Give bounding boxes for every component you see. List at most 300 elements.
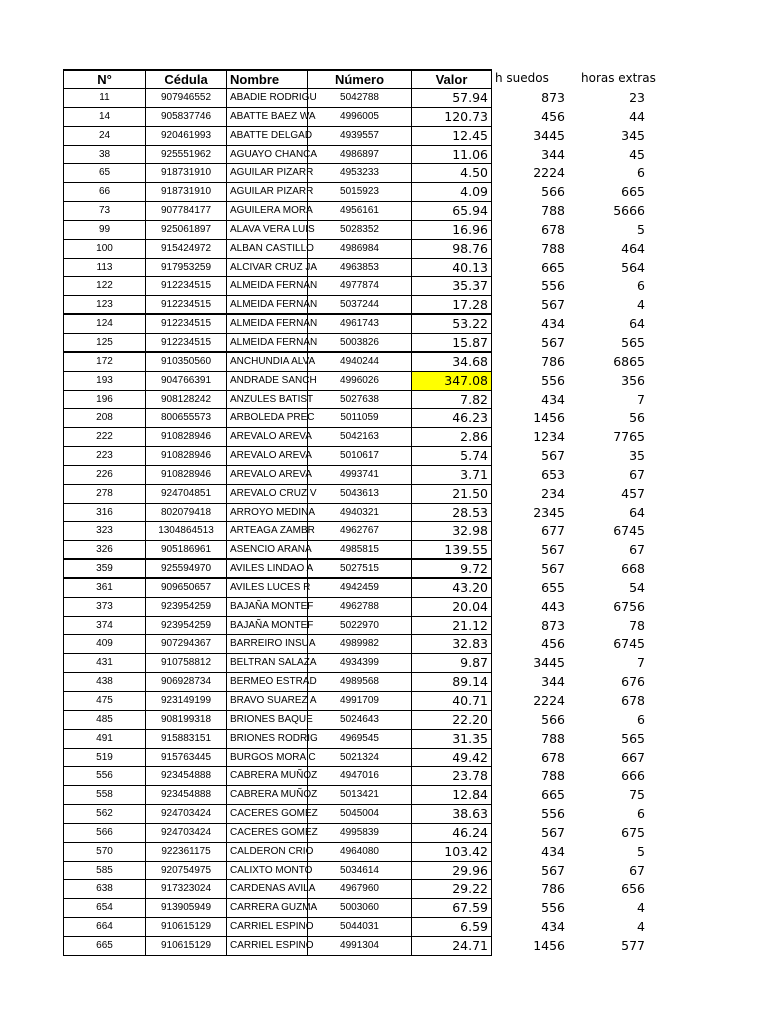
cell-n[interactable]: 373: [63, 598, 145, 617]
cell-nombre[interactable]: ANCHUNDIA ALVA: [226, 353, 307, 372]
cell-horas-extras[interactable]: 6756: [613, 598, 645, 614]
cell-cedula[interactable]: 923954259: [145, 617, 226, 636]
cell-nombre[interactable]: CABRERA MUÑOZ: [226, 786, 307, 805]
cell-cedula[interactable]: 910350560: [145, 353, 226, 372]
cell-cedula[interactable]: 922361175: [145, 843, 226, 862]
cell-cedula[interactable]: 915424972: [145, 240, 226, 259]
cell-n[interactable]: 558: [63, 786, 145, 805]
cell-horas-extras[interactable]: 667: [621, 749, 645, 765]
cell-numero[interactable]: 4989982: [307, 635, 411, 654]
cell-h-sueldos[interactable]: 443: [541, 598, 565, 614]
cell-numero[interactable]: 4969545: [307, 730, 411, 749]
cell-valor[interactable]: 57.94: [411, 89, 492, 108]
cell-valor[interactable]: 16.96: [411, 221, 492, 240]
cell-numero[interactable]: 4939557: [307, 127, 411, 146]
cell-h-sueldos[interactable]: 556: [541, 372, 565, 388]
cell-cedula[interactable]: 915763445: [145, 749, 226, 768]
cell-cedula[interactable]: 905186961: [145, 541, 226, 560]
cell-horas-extras[interactable]: 5666: [613, 203, 645, 219]
cell-h-sueldos[interactable]: 344: [541, 674, 565, 690]
cell-h-sueldos[interactable]: 556: [541, 806, 565, 822]
cell-h-sueldos[interactable]: 456: [541, 636, 565, 652]
cell-n[interactable]: 431: [63, 654, 145, 673]
cell-horas-extras[interactable]: 6: [637, 165, 645, 181]
header-valor[interactable]: Valor: [411, 69, 492, 89]
cell-nombre[interactable]: ALMEIDA FERNAN: [226, 334, 307, 353]
cell-valor[interactable]: 103.42: [411, 843, 492, 862]
cell-h-sueldos[interactable]: 788: [541, 768, 565, 784]
cell-valor[interactable]: 67.59: [411, 899, 492, 918]
cell-h-sueldos[interactable]: 567: [541, 448, 565, 464]
cell-h-sueldos[interactable]: 788: [541, 203, 565, 219]
cell-horas-extras[interactable]: 665: [621, 184, 645, 200]
cell-h-sueldos[interactable]: 665: [541, 259, 565, 275]
cell-h-sueldos[interactable]: 2224: [533, 693, 565, 708]
header-h-sueldos[interactable]: h suedos: [495, 71, 549, 85]
cell-cedula[interactable]: 923454888: [145, 767, 226, 786]
header-n[interactable]: N°: [63, 69, 145, 89]
cell-n[interactable]: 438: [63, 673, 145, 692]
cell-numero[interactable]: 4967960: [307, 880, 411, 899]
cell-nombre[interactable]: CALIXTO MONTO: [226, 862, 307, 881]
cell-numero[interactable]: 5027638: [307, 391, 411, 410]
cell-nombre[interactable]: BERMEO ESTRAD: [226, 673, 307, 692]
cell-nombre[interactable]: ABADIE RODRIGU: [226, 89, 307, 108]
cell-cedula[interactable]: 917953259: [145, 259, 226, 278]
cell-nombre[interactable]: CARDENAS AVILA: [226, 880, 307, 899]
cell-horas-extras[interactable]: 565: [621, 334, 645, 350]
cell-nombre[interactable]: ALBAN CASTILLO: [226, 240, 307, 259]
cell-cedula[interactable]: 923954259: [145, 598, 226, 617]
cell-cedula[interactable]: 918731910: [145, 164, 226, 183]
cell-h-sueldos[interactable]: 567: [541, 561, 565, 577]
cell-nombre[interactable]: BAJAÑA MONTEF: [226, 617, 307, 636]
cell-nombre[interactable]: AVILES LUCES R: [226, 579, 307, 598]
cell-nombre[interactable]: CACERES GOMEZ: [226, 824, 307, 843]
cell-n[interactable]: 491: [63, 730, 145, 749]
cell-n[interactable]: 11: [63, 89, 145, 108]
cell-n[interactable]: 66: [63, 183, 145, 202]
cell-numero[interactable]: 4947016: [307, 767, 411, 786]
cell-n[interactable]: 14: [63, 108, 145, 127]
cell-h-sueldos[interactable]: 1456: [533, 410, 565, 426]
cell-horas-extras[interactable]: 64: [629, 316, 645, 332]
cell-cedula[interactable]: 925061897: [145, 221, 226, 240]
cell-cedula[interactable]: 925594970: [145, 560, 226, 579]
cell-numero[interactable]: 4942459: [307, 579, 411, 598]
cell-n[interactable]: 123: [63, 296, 145, 315]
cell-h-sueldos[interactable]: 678: [541, 749, 565, 765]
cell-n[interactable]: 409: [63, 635, 145, 654]
cell-cedula[interactable]: 910828946: [145, 466, 226, 485]
cell-nombre[interactable]: BRAVO SUAREZ A: [226, 692, 307, 711]
cell-numero[interactable]: 4934399: [307, 654, 411, 673]
header-nombre[interactable]: Nombre: [226, 69, 307, 89]
cell-n[interactable]: 374: [63, 617, 145, 636]
cell-horas-extras[interactable]: 64: [629, 504, 645, 520]
cell-valor[interactable]: 347.08: [411, 372, 492, 391]
cell-numero[interactable]: 4963853: [307, 259, 411, 278]
cell-horas-extras[interactable]: 56: [629, 410, 645, 426]
cell-numero[interactable]: 4995839: [307, 824, 411, 843]
cell-horas-extras[interactable]: 7765: [613, 429, 645, 445]
cell-nombre[interactable]: ASENCIO ARANA: [226, 541, 307, 560]
cell-h-sueldos[interactable]: 567: [541, 297, 565, 313]
cell-cedula[interactable]: 907784177: [145, 202, 226, 221]
cell-nombre[interactable]: ARTEAGA ZAMBR: [226, 522, 307, 541]
cell-n[interactable]: 326: [63, 541, 145, 560]
cell-h-sueldos[interactable]: 567: [541, 334, 565, 350]
cell-h-sueldos[interactable]: 873: [541, 617, 565, 633]
cell-valor[interactable]: 6.59: [411, 918, 492, 937]
cell-valor[interactable]: 40.71: [411, 692, 492, 711]
cell-cedula[interactable]: 912234515: [145, 277, 226, 296]
cell-numero[interactable]: 5021324: [307, 749, 411, 768]
cell-cedula[interactable]: 910615129: [145, 918, 226, 937]
cell-horas-extras[interactable]: 4: [637, 900, 645, 916]
cell-horas-extras[interactable]: 54: [629, 579, 645, 595]
cell-n[interactable]: 665: [63, 937, 145, 956]
cell-numero[interactable]: 4993741: [307, 466, 411, 485]
cell-valor[interactable]: 9.72: [411, 560, 492, 579]
cell-numero[interactable]: 4996005: [307, 108, 411, 127]
cell-numero[interactable]: 5037244: [307, 296, 411, 315]
cell-numero[interactable]: 4956161: [307, 202, 411, 221]
cell-numero[interactable]: 5010617: [307, 447, 411, 466]
cell-cedula[interactable]: 917323024: [145, 880, 226, 899]
cell-valor[interactable]: 21.50: [411, 485, 492, 504]
cell-horas-extras[interactable]: 75: [629, 787, 645, 803]
cell-cedula[interactable]: 910828946: [145, 447, 226, 466]
cell-nombre[interactable]: CALDERON CRIO: [226, 843, 307, 862]
cell-h-sueldos[interactable]: 1456: [533, 937, 565, 953]
cell-h-sueldos[interactable]: 567: [541, 542, 565, 558]
cell-valor[interactable]: 15.87: [411, 334, 492, 353]
cell-numero[interactable]: 4986984: [307, 240, 411, 259]
cell-n[interactable]: 100: [63, 240, 145, 259]
cell-h-sueldos[interactable]: 567: [541, 824, 565, 840]
cell-n[interactable]: 475: [63, 692, 145, 711]
cell-nombre[interactable]: AREVALO AREVA: [226, 447, 307, 466]
cell-n[interactable]: 361: [63, 579, 145, 598]
cell-nombre[interactable]: BURGOS MORA C: [226, 749, 307, 768]
cell-nombre[interactable]: AGUAYO CHANCA: [226, 146, 307, 165]
cell-h-sueldos[interactable]: 556: [541, 278, 565, 294]
cell-numero[interactable]: 5045004: [307, 805, 411, 824]
cell-n[interactable]: 99: [63, 221, 145, 240]
cell-h-sueldos[interactable]: 655: [541, 579, 565, 595]
cell-cedula[interactable]: 923149199: [145, 692, 226, 711]
cell-valor[interactable]: 4.09: [411, 183, 492, 202]
cell-nombre[interactable]: AGUILAR PIZARR: [226, 183, 307, 202]
header-horas-extras[interactable]: horas extras: [581, 71, 656, 85]
cell-numero[interactable]: 5013421: [307, 786, 411, 805]
cell-nombre[interactable]: ALCIVAR CRUZ JA: [226, 259, 307, 278]
cell-numero[interactable]: 5034614: [307, 862, 411, 881]
cell-nombre[interactable]: ALMEIDA FERNAN: [226, 277, 307, 296]
cell-cedula[interactable]: 907294367: [145, 635, 226, 654]
cell-valor[interactable]: 38.63: [411, 805, 492, 824]
cell-horas-extras[interactable]: 7: [637, 391, 645, 407]
cell-nombre[interactable]: ALMEIDA FERNAN: [226, 315, 307, 334]
cell-nombre[interactable]: BELTRAN SALAZA: [226, 654, 307, 673]
cell-h-sueldos[interactable]: 434: [541, 391, 565, 407]
cell-cedula[interactable]: 915883151: [145, 730, 226, 749]
cell-numero[interactable]: 4986897: [307, 146, 411, 165]
cell-h-sueldos[interactable]: 556: [541, 900, 565, 916]
cell-numero[interactable]: 5003060: [307, 899, 411, 918]
cell-cedula[interactable]: 800655573: [145, 409, 226, 428]
cell-valor[interactable]: 5.74: [411, 447, 492, 466]
cell-horas-extras[interactable]: 67: [629, 542, 645, 558]
cell-numero[interactable]: 5011059: [307, 409, 411, 428]
cell-cedula[interactable]: 924704851: [145, 485, 226, 504]
cell-n[interactable]: 664: [63, 918, 145, 937]
cell-horas-extras[interactable]: 35: [629, 448, 645, 464]
cell-valor[interactable]: 2.86: [411, 428, 492, 447]
cell-valor[interactable]: 21.12: [411, 617, 492, 636]
cell-cedula[interactable]: 910615129: [145, 937, 226, 956]
cell-valor[interactable]: 24.71: [411, 937, 492, 956]
cell-nombre[interactable]: CARRIEL ESPINO: [226, 937, 307, 956]
cell-cedula[interactable]: 912234515: [145, 296, 226, 315]
cell-h-sueldos[interactable]: 434: [541, 316, 565, 332]
cell-nombre[interactable]: AREVALO AREVA: [226, 428, 307, 447]
cell-numero[interactable]: 5022970: [307, 617, 411, 636]
cell-horas-extras[interactable]: 6: [637, 806, 645, 822]
cell-n[interactable]: 519: [63, 749, 145, 768]
cell-horas-extras[interactable]: 577: [621, 937, 645, 953]
cell-numero[interactable]: 5024643: [307, 711, 411, 730]
cell-n[interactable]: 566: [63, 824, 145, 843]
cell-horas-extras[interactable]: 7: [637, 655, 645, 671]
cell-nombre[interactable]: ANDRADE SANCH: [226, 372, 307, 391]
cell-nombre[interactable]: ANZULES BATIST: [226, 391, 307, 410]
cell-horas-extras[interactable]: 666: [621, 768, 645, 784]
cell-horas-extras[interactable]: 6745: [613, 523, 645, 539]
cell-valor[interactable]: 29.96: [411, 862, 492, 881]
cell-n[interactable]: 223: [63, 447, 145, 466]
cell-valor[interactable]: 34.68: [411, 353, 492, 372]
cell-numero[interactable]: 4996026: [307, 372, 411, 391]
cell-horas-extras[interactable]: 4: [637, 297, 645, 313]
cell-nombre[interactable]: ALAVA VERA LUIS: [226, 221, 307, 240]
cell-horas-extras[interactable]: 78: [629, 617, 645, 633]
cell-cedula[interactable]: 908199318: [145, 711, 226, 730]
cell-n[interactable]: 638: [63, 880, 145, 899]
cell-valor[interactable]: 89.14: [411, 673, 492, 692]
cell-nombre[interactable]: CABRERA MUÑOZ: [226, 767, 307, 786]
cell-cedula[interactable]: 1304864513: [145, 522, 226, 541]
cell-valor[interactable]: 35.37: [411, 277, 492, 296]
cell-horas-extras[interactable]: 675: [621, 824, 645, 840]
cell-h-sueldos[interactable]: 456: [541, 108, 565, 124]
cell-horas-extras[interactable]: 23: [629, 90, 645, 105]
cell-valor[interactable]: 22.20: [411, 711, 492, 730]
cell-h-sueldos[interactable]: 566: [541, 184, 565, 200]
cell-valor[interactable]: 7.82: [411, 391, 492, 410]
cell-valor[interactable]: 53.22: [411, 315, 492, 334]
cell-n[interactable]: 585: [63, 862, 145, 881]
cell-cedula[interactable]: 907946552: [145, 89, 226, 108]
cell-nombre[interactable]: AVILES LINDAO A: [226, 560, 307, 579]
cell-cedula[interactable]: 910828946: [145, 428, 226, 447]
cell-valor[interactable]: 23.78: [411, 767, 492, 786]
cell-horas-extras[interactable]: 6: [637, 278, 645, 294]
cell-n[interactable]: 65: [63, 164, 145, 183]
cell-horas-extras[interactable]: 356: [621, 372, 645, 388]
cell-valor[interactable]: 28.53: [411, 504, 492, 523]
cell-n[interactable]: 316: [63, 504, 145, 523]
cell-h-sueldos[interactable]: 786: [541, 881, 565, 897]
cell-horas-extras[interactable]: 5: [637, 843, 645, 859]
cell-cedula[interactable]: 920754975: [145, 862, 226, 881]
cell-n[interactable]: 222: [63, 428, 145, 447]
cell-horas-extras[interactable]: 67: [629, 466, 645, 482]
cell-valor[interactable]: 46.23: [411, 409, 492, 428]
cell-valor[interactable]: 12.45: [411, 127, 492, 146]
cell-horas-extras[interactable]: 67: [629, 862, 645, 878]
cell-h-sueldos[interactable]: 434: [541, 843, 565, 859]
cell-horas-extras[interactable]: 668: [621, 561, 645, 577]
cell-n[interactable]: 226: [63, 466, 145, 485]
cell-h-sueldos[interactable]: 567: [541, 862, 565, 878]
cell-cedula[interactable]: 913905949: [145, 899, 226, 918]
cell-n[interactable]: 122: [63, 277, 145, 296]
cell-h-sueldos[interactable]: 788: [541, 240, 565, 256]
cell-valor[interactable]: 4.50: [411, 164, 492, 183]
cell-nombre[interactable]: CARRERA GUZMA: [226, 899, 307, 918]
cell-valor[interactable]: 40.13: [411, 259, 492, 278]
cell-numero[interactable]: 4962767: [307, 522, 411, 541]
cell-horas-extras[interactable]: 6: [637, 711, 645, 727]
cell-numero[interactable]: 5027515: [307, 560, 411, 579]
cell-valor[interactable]: 9.87: [411, 654, 492, 673]
cell-numero[interactable]: 5042788: [307, 89, 411, 108]
cell-valor[interactable]: 139.55: [411, 541, 492, 560]
cell-nombre[interactable]: ABATTE DELGAD: [226, 127, 307, 146]
cell-valor[interactable]: 32.83: [411, 635, 492, 654]
cell-h-sueldos[interactable]: 678: [541, 221, 565, 237]
cell-numero[interactable]: 4991709: [307, 692, 411, 711]
cell-horas-extras[interactable]: 44: [629, 108, 645, 124]
cell-valor[interactable]: 65.94: [411, 202, 492, 221]
cell-h-sueldos[interactable]: 434: [541, 919, 565, 935]
cell-numero[interactable]: 4989568: [307, 673, 411, 692]
cell-horas-extras[interactable]: 6745: [613, 636, 645, 652]
cell-h-sueldos[interactable]: 653: [541, 466, 565, 482]
cell-n[interactable]: 323: [63, 522, 145, 541]
cell-h-sueldos[interactable]: 2345: [533, 504, 565, 520]
cell-horas-extras[interactable]: 6865: [613, 353, 645, 369]
cell-numero[interactable]: 5015923: [307, 183, 411, 202]
cell-cedula[interactable]: 925551962: [145, 146, 226, 165]
cell-cedula[interactable]: 920461993: [145, 127, 226, 146]
cell-cedula[interactable]: 910758812: [145, 654, 226, 673]
cell-n[interactable]: 278: [63, 485, 145, 504]
cell-n[interactable]: 654: [63, 899, 145, 918]
cell-n[interactable]: 193: [63, 372, 145, 391]
cell-h-sueldos[interactable]: 3445: [533, 127, 565, 143]
cell-n[interactable]: 73: [63, 202, 145, 221]
cell-h-sueldos[interactable]: 566: [541, 711, 565, 727]
cell-valor[interactable]: 32.98: [411, 522, 492, 541]
cell-nombre[interactable]: BAJAÑA MONTEF: [226, 598, 307, 617]
cell-valor[interactable]: 46.24: [411, 824, 492, 843]
cell-h-sueldos[interactable]: 1234: [533, 429, 565, 445]
cell-numero[interactable]: 4985815: [307, 541, 411, 560]
cell-numero[interactable]: 4940244: [307, 353, 411, 372]
cell-numero[interactable]: 5044031: [307, 918, 411, 937]
cell-n[interactable]: 24: [63, 127, 145, 146]
cell-numero[interactable]: 4953233: [307, 164, 411, 183]
cell-numero[interactable]: 5003826: [307, 334, 411, 353]
cell-horas-extras[interactable]: 678: [621, 693, 645, 708]
cell-numero[interactable]: 4961743: [307, 315, 411, 334]
cell-n[interactable]: 208: [63, 409, 145, 428]
cell-n[interactable]: 570: [63, 843, 145, 862]
cell-nombre[interactable]: ABATTE BAEZ WA: [226, 108, 307, 127]
cell-n[interactable]: 556: [63, 767, 145, 786]
cell-horas-extras[interactable]: 564: [621, 259, 645, 275]
cell-horas-extras[interactable]: 676: [621, 674, 645, 690]
cell-nombre[interactable]: BRIONES BAQUE: [226, 711, 307, 730]
cell-n[interactable]: 124: [63, 315, 145, 334]
cell-valor[interactable]: 98.76: [411, 240, 492, 259]
cell-h-sueldos[interactable]: 788: [541, 730, 565, 746]
cell-cedula[interactable]: 802079418: [145, 504, 226, 523]
cell-cedula[interactable]: 923454888: [145, 786, 226, 805]
cell-numero[interactable]: 4962788: [307, 598, 411, 617]
cell-horas-extras[interactable]: 656: [621, 881, 645, 897]
cell-cedula[interactable]: 904766391: [145, 372, 226, 391]
cell-valor[interactable]: 12.84: [411, 786, 492, 805]
cell-valor[interactable]: 20.04: [411, 598, 492, 617]
cell-h-sueldos[interactable]: 3445: [533, 655, 565, 671]
cell-h-sueldos[interactable]: 665: [541, 787, 565, 803]
cell-valor[interactable]: 11.06: [411, 146, 492, 165]
cell-nombre[interactable]: AGUILERA MORA: [226, 202, 307, 221]
cell-horas-extras[interactable]: 45: [629, 146, 645, 162]
cell-h-sueldos[interactable]: 2224: [533, 165, 565, 181]
cell-h-sueldos[interactable]: 786: [541, 353, 565, 369]
cell-horas-extras[interactable]: 5: [637, 221, 645, 237]
cell-valor[interactable]: 120.73: [411, 108, 492, 127]
cell-horas-extras[interactable]: 457: [621, 485, 645, 501]
cell-n[interactable]: 196: [63, 391, 145, 410]
cell-numero[interactable]: 5028352: [307, 221, 411, 240]
cell-cedula[interactable]: 912234515: [145, 315, 226, 334]
cell-n[interactable]: 562: [63, 805, 145, 824]
cell-numero[interactable]: 5042163: [307, 428, 411, 447]
cell-nombre[interactable]: ALMEIDA FERNAN: [226, 296, 307, 315]
cell-h-sueldos[interactable]: 677: [541, 523, 565, 539]
cell-valor[interactable]: 49.42: [411, 749, 492, 768]
cell-cedula[interactable]: 924703424: [145, 824, 226, 843]
cell-nombre[interactable]: AREVALO AREVA: [226, 466, 307, 485]
cell-n[interactable]: 359: [63, 560, 145, 579]
cell-horas-extras[interactable]: 345: [621, 127, 645, 143]
cell-horas-extras[interactable]: 565: [621, 730, 645, 746]
cell-cedula[interactable]: 908128242: [145, 391, 226, 410]
cell-nombre[interactable]: BARREIRO INSUA: [226, 635, 307, 654]
cell-n[interactable]: 113: [63, 259, 145, 278]
cell-nombre[interactable]: CACERES GOMEZ: [226, 805, 307, 824]
cell-h-sueldos[interactable]: 234: [541, 485, 565, 501]
cell-h-sueldos[interactable]: 873: [541, 90, 565, 105]
cell-valor[interactable]: 31.35: [411, 730, 492, 749]
cell-n[interactable]: 485: [63, 711, 145, 730]
